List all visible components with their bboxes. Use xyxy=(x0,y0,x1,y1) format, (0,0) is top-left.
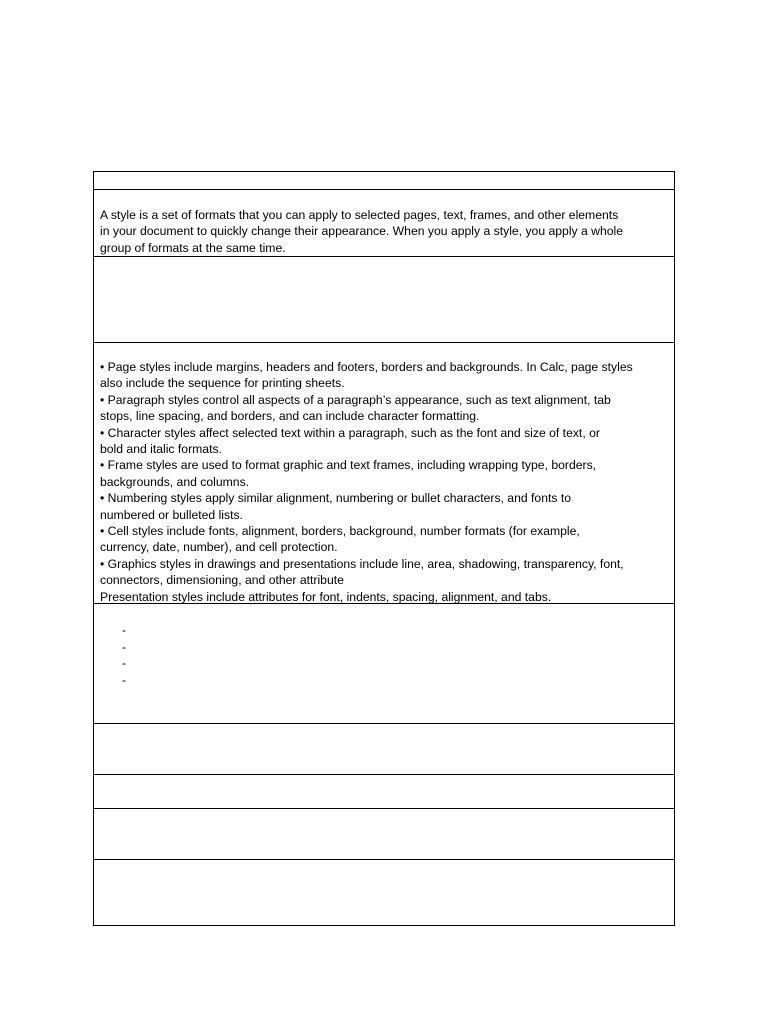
list-item: - xyxy=(122,672,127,687)
style-types-line-1: • Page styles include margins, headers and footers, borders and backgrounds. In Calc, page styles xyxy=(100,360,633,374)
style-types-line-6: bold and italic formats. xyxy=(100,442,222,457)
style-types-line-14: connectors, dimensioning, and other attribute xyxy=(100,573,344,588)
table-row-empty xyxy=(94,860,674,925)
table-row-dash-list xyxy=(94,604,674,724)
list-item: - xyxy=(122,639,127,654)
style-types-line-13: • Graphics styles in drawings and presentations include line, area, shadowing, transparency, font, xyxy=(100,556,624,571)
style-types-line-12: currency, date, number), and cell protection. xyxy=(100,540,338,555)
style-types-line-10: numbered or bulleted lists. xyxy=(100,507,243,522)
style-types-line-15: Presentation styles include attributes for font, indents, spacing, alignment, and tabs. xyxy=(100,589,552,604)
style-types-line-9: • Numbering styles apply similar alignment, numbering or bullet characters, and fonts to xyxy=(100,491,571,506)
definition-line-3: group of formats at the same time. xyxy=(100,240,286,255)
definition-line-1: A style is a set of formats that you can apply to selected pages, text, frames, and other elements xyxy=(100,208,619,222)
table-row-empty xyxy=(94,257,674,343)
style-types-line-8: backgrounds, and columns. xyxy=(100,474,250,489)
style-types-line-3: • Paragraph styles control all aspects of a paragraph’s appearance, such as text alignment, tab xyxy=(100,392,611,407)
table-row-style-types xyxy=(94,343,674,604)
table-row-header xyxy=(94,172,674,190)
table-row-empty xyxy=(94,809,674,860)
table-row-empty xyxy=(94,775,674,809)
list-item: - xyxy=(122,656,127,671)
definition-line-2: in your document to quickly change their appearance. When you apply a style, you apply a whole xyxy=(100,224,624,239)
content-table xyxy=(93,171,675,926)
dash-list xyxy=(100,622,668,688)
style-types-line-5: • Character styles affect selected text within a paragraph, such as the font and size of text, or xyxy=(100,425,600,440)
style-types-line-11: • Cell styles include fonts, alignment, borders, background, number formats (for example, xyxy=(100,524,580,539)
table-row-empty xyxy=(94,724,674,775)
style-types-line-7: • Frame styles are used to format graphic and text frames, including wrapping type, borders, xyxy=(100,458,597,473)
style-types-line-4: stops, line spacing, and borders, and can include character formatting. xyxy=(100,409,480,424)
style-types-line-2: also include the sequence for printing sheets. xyxy=(100,376,345,391)
table-row-definition xyxy=(94,190,674,257)
list-item: - xyxy=(122,623,127,637)
